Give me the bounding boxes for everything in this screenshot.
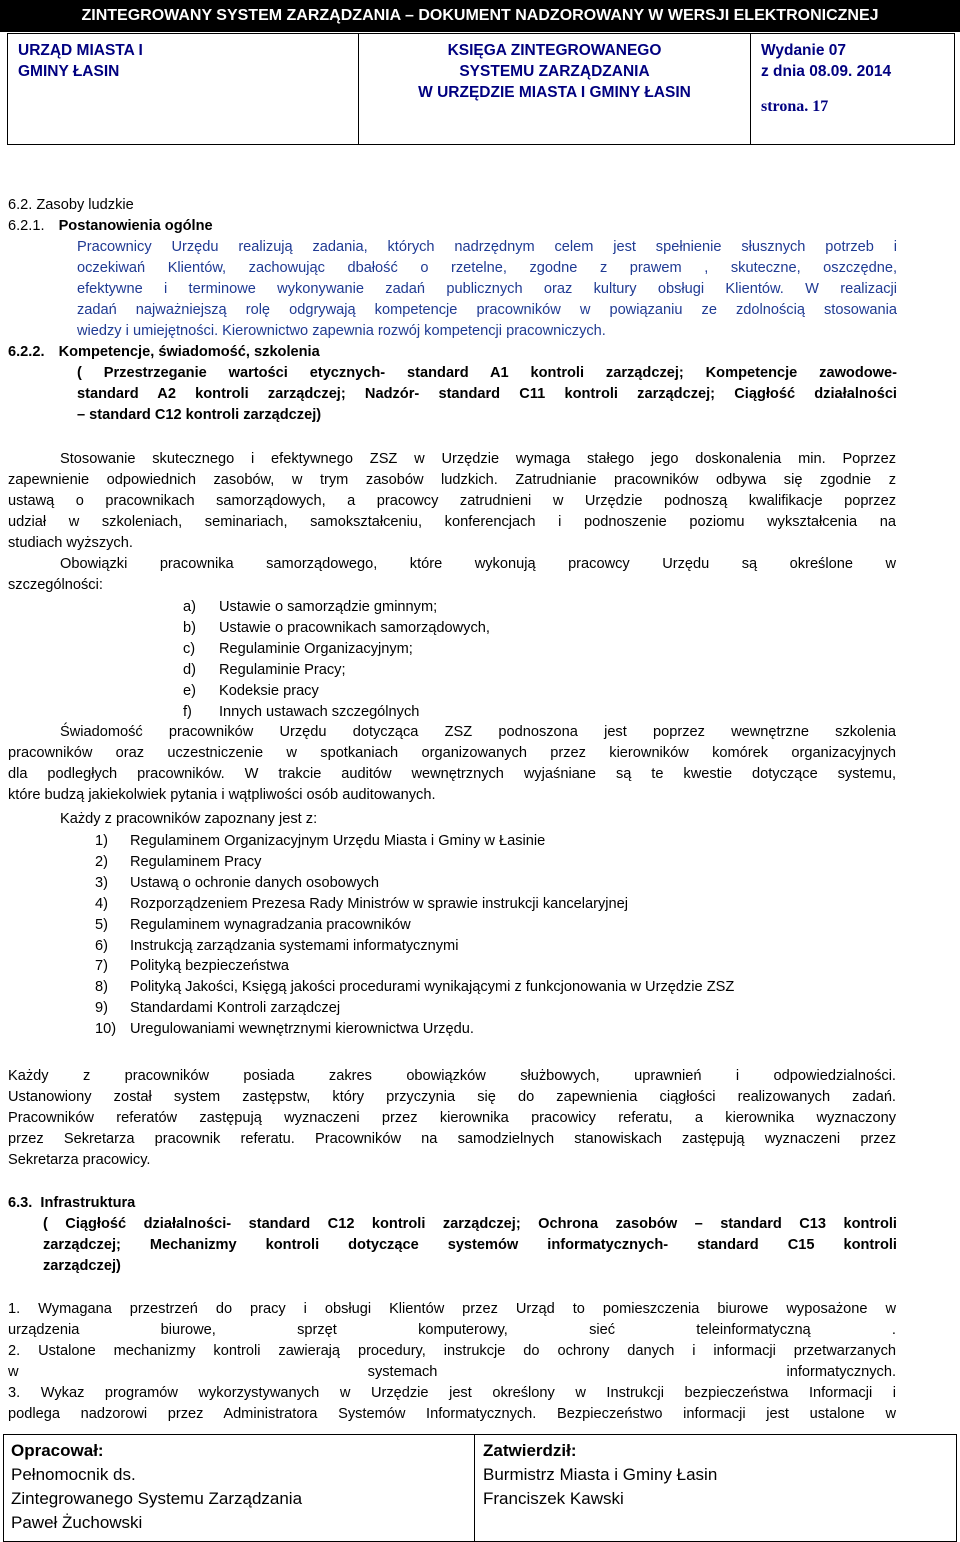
list-item [183,660,490,681]
body-line: studiach wyższych. [8,534,133,551]
body-line: urządzenia biurowe, sprzęt komputerowy, sieć teleinformatyczną . [8,1321,896,1338]
prepared-line: Pełnomocnik ds. [11,1465,136,1484]
body-line: 1. Wymagana przestrzeń do pracy i obsługi Klientów przez Urząd to pomieszczenia biurowe wyposażone w [8,1301,896,1317]
subsection-title: Postanowienia ogólne [58,218,213,234]
list-item [95,831,734,852]
header-organization [8,34,359,144]
standards-line: – standard C12 kontroli zarządczej) [77,406,322,423]
list-text: Ustawą o ochronie danych osobowych [130,874,380,891]
body-line: Ustanowiony został system zastępstw, który przyczynia się do zapewnienia ciągłości realizowanych zadań. [8,1088,896,1105]
paragraph-awareness [8,722,896,806]
paragraph-zsz [8,449,896,554]
book-title-line: W URZĘDZIE MIASTA I GMINY ŁASIN [418,84,691,101]
list-item [95,956,734,977]
list-marker: d) [183,661,196,678]
prepared-label: Opracował: [11,1441,104,1460]
list-item [183,639,490,660]
body-line: 2. Ustalone mechanizmy kontroli zawierają procedury, instrukcje do ochrony danych i informacji przetwarzanych [8,1342,896,1359]
org-line: URZĄD MIASTA I [18,42,143,59]
list-text: Standardami Kontroli zarządczej [130,1000,341,1017]
list-text: Kodeksie pracy [219,682,319,699]
list-item [183,681,490,702]
body-line: Świadomość pracowników Urzędu dotycząca ZSZ podnoszona jest poprzez wewnętrzne szkolenia [60,724,896,740]
list-marker: 10) [95,1021,117,1038]
document-banner: ZINTEGROWANY SYSTEM ZARZĄDZANIA – DOKUMENT NADZOROWANY W WERSJI ELEKTRONICZNEJ [0,0,960,32]
subsection-6-2-1-heading [8,216,213,237]
edition-number: Wydanie 07 [761,42,847,59]
list-text: Uregulowaniami wewnętrznymi kierownictwa Urzędu. [130,1021,474,1038]
subsection-number: 6.2.1. [8,218,45,234]
list-marker: 5) [95,916,108,933]
body-line: które budzą jakiekolwiek pytania i wątpliwości osób auditowanych. [8,786,436,803]
footer-approved [475,1435,956,1541]
header-book-title [359,34,751,144]
body-line: Sekretarza pracowicy. [8,1151,151,1168]
book-title-line: SYSTEMU ZARZĄDZANIA [459,63,650,80]
subsection-title: Kompetencje, świadomość, szkolenia [58,344,320,360]
body-line: zapewnienie odpowiednich zasobów, w trym zasobów ludzkich. Zatrudnianie pracowników odbywa się zgodnie z [8,471,896,488]
standards-line: ( Ciągłość działalności- standard C12 kontroli zarządczej; Ochrona zasobów – standard C13 kontroli [43,1216,897,1232]
section-heading-6-2: 6.2. Zasoby ludzkie [8,197,134,213]
body-line: Pracowników referatów zastępują wyznaczeni przez kierownika pracowicy referatu, a kierownika wyznaczony [8,1109,896,1126]
list-text: Ustawie o samorządzie gminnym; [219,599,438,615]
laws-list [183,597,490,722]
body-line: ustawą o pracownikach samorządowych, a pracowcy zatrudnieni w Urzędzie podnoszą kwalifikacje poprzez [8,492,896,509]
org-line: GMINY ŁASIN [18,63,120,80]
book-title-line: KSIĘGA ZINTEGROWANEGO [447,42,662,59]
list-marker: 3) [95,874,108,891]
body-line: efektywne i terminowe wykonywanie zadań publicznych oraz kultury obsługi Klientów. W realizacji [77,280,897,297]
approved-line: Burmistrz Miasta i Gminy Łasin [483,1465,718,1484]
paragraph-substitutions [8,1066,896,1171]
list-text: Polityką bezpieczeństwa [130,958,289,975]
section-title: Infrastruktura [40,1195,136,1211]
document-footer [3,1434,957,1542]
list-text: Innych ustawach szczególnych [219,703,420,720]
approved-line: Franciszek Kawski [483,1489,624,1508]
prepared-line: Paweł Żuchowski [11,1513,143,1532]
standards-line: standard A2 kontroli zarządczej; Nadzór- standard C11 kontroli zarządczej; Ciągłość działalności [77,385,897,402]
subsection-6-2-2-standards [77,363,897,426]
list-item [183,618,490,639]
list-item [95,1019,734,1040]
list-marker: f) [183,703,192,720]
list-marker: 7) [95,958,108,975]
list-text: Regulaminem Organizacyjnym Urzędu Miasta i Gminy w Łasinie [130,833,546,849]
page-number: strona. 17 [761,98,829,115]
section-number: 6.3. [8,1195,33,1211]
section-6-3-standards [43,1214,897,1277]
subsection-number: 6.2.2. [8,344,45,360]
footer-prepared [4,1435,475,1541]
edition-date: z dnia 08.09. 2014 [761,63,892,80]
section-6-3-heading [8,1193,135,1214]
body-line: przez Sekretarza pracownik referatu. Pracowników na samodzielnych stanowiskach zastępują wyznaczeni przez [8,1130,896,1147]
body-line: dla podległych pracowników. W trakcie auditów wewnętrznych wyjaśniane są te kwestie dotyczące systemu, [8,765,896,782]
list-marker: 9) [95,1000,108,1017]
prepared-line: Zintegrowanego Systemu Zarządzania [11,1489,303,1508]
list-text: Regulaminie Pracy; [219,661,346,678]
list-marker: 2) [95,853,108,870]
list-item [95,873,734,894]
body-line: oczekiwań Klientów, zachowując dbałość o rzetelne, zgodne z prawem , skuteczne, oszczędne, [77,259,897,276]
paragraph-duties [8,554,896,596]
subsection-6-2-2-heading [8,342,320,363]
list-text: Rozporządzeniem Prezesa Rady Ministrów w sprawie instrukcji kancelaryjnej [130,895,628,912]
list-text: Regulaminie Organizacyjnym; [219,640,413,657]
list-marker: c) [183,640,196,657]
body-line: Pracownicy Urzędu realizują zadania, których nadrzędnym celem jest spełnienie słusznych potrzeb i [77,239,897,255]
list-item [95,998,734,1019]
list-text: Regulaminem Pracy [130,853,262,870]
document-header [7,33,955,145]
header-edition [751,34,954,144]
paragraph-familiar-intro: Każdy z pracowników zapoznany jest z: [60,811,318,827]
list-marker: a) [183,599,196,615]
list-text: Polityką Jakości, Księgą jakości procedurami wynikającymi z funkcjonowania w Urzędzie ZSZ [130,979,735,996]
approved-label: Zatwierdził: [483,1441,577,1460]
regulations-list [95,831,734,1040]
body-line: pracowników oraz uczestniczenie w spotkaniach organizowanych przez kierowników komórek organizacyjnych [8,744,896,761]
list-text: Ustawie o pracownikach samorządowych, [219,619,490,636]
list-marker: e) [183,682,196,699]
list-text: Instrukcją zarządzania systemami informatycznymi [130,937,459,954]
body-line: Stosowanie skutecznego i efektywnego ZSZ w Urzędzie wymaga stałego jego doskonalenia min. Poprzez [60,451,896,467]
body-line: szczególności: [8,576,103,593]
body-line: Obowiązki pracownika samorządowego, które wykonują pracowcy Urzędu są określone w [60,556,896,572]
standards-line: zarządczej) [43,1257,121,1274]
subsection-6-2-1-body [77,237,897,342]
standards-line: zarządczej; Mechanizmy kontroli dotyczące systemów informatycznych- standard C15 kontroli [43,1236,897,1253]
body-line: w systemach informatycznych. [8,1363,896,1380]
list-text: Regulaminem wynagradzania pracowników [130,916,411,933]
list-marker: b) [183,619,196,636]
list-item [95,915,734,936]
section-6-3-items [8,1299,896,1424]
body-line: udział w szkoleniach, seminariach, samokształceniu, konferencjach i podnoszenie poziomu wykształcenia na [8,513,896,530]
list-item [95,936,734,957]
standards-line: ( Przestrzeganie wartości etycznych- standard A1 kontroli zarządczej; Kompetencje zawodowe- [77,365,897,381]
list-item [95,852,734,873]
body-line: 3. Wykaz programów wykorzystywanych w Urzędzie jest określony w Instrukcji bezpieczeństwa Informacji i [8,1384,896,1401]
body-line: wiedzy i umiejętności. Kierownictwo zapewnia rozwój kompetencji pracowniczych. [77,322,606,339]
body-line: zadań najważniejszą rolę odgrywają kompetencje pracowników w powiązaniu ze zdolnością stosowania [77,301,897,318]
list-marker: 8) [95,979,108,996]
list-item [183,702,490,723]
list-item [183,597,490,618]
body-line: podlega nadzorowi przez Administratora Systemów Informatycznych. Bezpieczeństwo informacji jest ustalone w [8,1405,896,1422]
list-item [95,977,734,998]
list-marker: 4) [95,895,108,912]
list-marker: 1) [95,833,108,849]
list-marker: 6) [95,937,108,954]
list-item [95,894,734,915]
body-line: Każdy z pracowników posiada zakres obowiązków służbowych, uprawnień i odpowiedzialności. [8,1068,896,1084]
